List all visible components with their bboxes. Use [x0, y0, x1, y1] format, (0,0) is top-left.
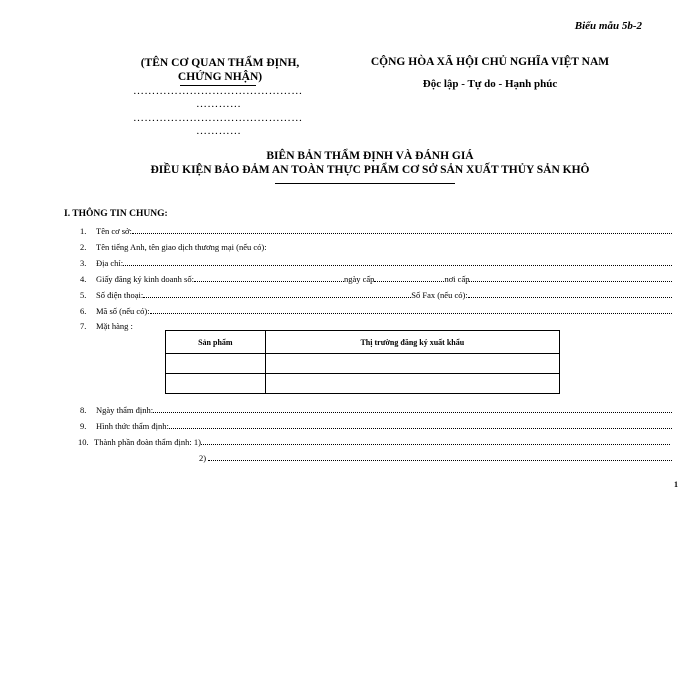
- table-cell[interactable]: [166, 374, 266, 394]
- field-number: 3.: [80, 258, 87, 268]
- field-label: Tên cơ sở:: [96, 226, 132, 236]
- table-cell[interactable]: [166, 354, 266, 374]
- section-heading-general-info: I. THÔNG TIN CHUNG:: [64, 209, 168, 219]
- field-number: 4.: [80, 274, 87, 284]
- field-number: 1.: [80, 226, 87, 236]
- field-address: [80, 256, 672, 268]
- field-inspection-method: [80, 419, 672, 431]
- field-label-issue-date: ngày cấp: [343, 274, 375, 284]
- field-english-name: [80, 240, 672, 252]
- field-label-issue-place: nơi cấp: [444, 274, 470, 284]
- agency-dots-3: ………………………………………: [133, 112, 303, 124]
- field-label: Thành phần đoàn thẩm định: 1): [94, 437, 201, 447]
- field-number: 10.: [78, 437, 89, 447]
- fill-line: [169, 427, 672, 429]
- fill-line: [201, 443, 670, 445]
- field-number: 9.: [80, 421, 87, 431]
- agency-name: (TÊN CƠ QUAN THẨM ĐỊNH, CHỨNG NHẬN): [140, 57, 300, 83]
- fill-line: [123, 264, 672, 266]
- field-phone-fax: [80, 288, 672, 300]
- field-label: Hình thức thẩm định:: [96, 421, 169, 431]
- column-header-export-market: Thị trường đăng ký xuất khẩu: [265, 331, 559, 354]
- fill-line: [153, 411, 672, 413]
- field-number: 8.: [80, 405, 87, 415]
- field-label: 2): [199, 453, 207, 463]
- field-label: Tên tiếng Anh, tên giao dịch thương mại (nếu có):: [96, 242, 267, 252]
- field-business-registration: [80, 272, 672, 284]
- fill-line: [208, 459, 672, 461]
- title-underline: [275, 183, 455, 184]
- table-row: [166, 374, 560, 394]
- field-label: Mặt hàng :: [96, 321, 133, 331]
- agency-dots-2: …………: [196, 98, 242, 110]
- document-title-line-2: ĐIỀU KIỆN BẢO ĐẢM AN TOÀN THỰC PHẨM CƠ SỞ SẢN XUẤT THỦY SẢN KHÔ: [150, 164, 590, 176]
- fill-line: [468, 296, 672, 298]
- field-facility-name: [80, 224, 672, 236]
- field-number: 7.: [80, 321, 87, 331]
- field-label: Ngày thẩm định:: [96, 405, 154, 415]
- table-cell[interactable]: [265, 354, 559, 374]
- field-number: 6.: [80, 306, 87, 316]
- fill-line: [374, 280, 444, 282]
- field-code: [80, 304, 672, 316]
- field-label: Địa chỉ:: [96, 258, 124, 268]
- field-inspection-team-member-2: [199, 451, 672, 463]
- field-label: Số điện thoại:: [96, 290, 144, 300]
- fill-line: [132, 232, 672, 234]
- column-header-product: Sản phẩm: [166, 331, 266, 354]
- page-number: 1: [674, 480, 678, 489]
- fill-line: [150, 312, 672, 314]
- fill-line: [469, 280, 672, 282]
- document-title-line-1: BIÊN BẢN THẨM ĐỊNH VÀ ĐÁNH GIÁ: [266, 150, 474, 162]
- nation-header: CỘNG HÒA XÃ HỘI CHỦ NGHĨA VIỆT NAM: [370, 56, 610, 68]
- goods-table: [165, 330, 560, 394]
- field-number: 5.: [80, 290, 87, 300]
- field-label: Giấy đăng ký kinh doanh số:: [96, 274, 194, 284]
- field-inspection-team: [78, 435, 670, 447]
- fill-line: [194, 280, 344, 282]
- field-label: Mã số (nếu có):: [96, 306, 150, 316]
- fill-line: [143, 296, 411, 298]
- field-inspection-date: [80, 403, 672, 415]
- form-code: Biểu mẫu 5b-2: [574, 20, 642, 32]
- nation-motto: Độc lập - Tự do - Hạnh phúc: [422, 78, 558, 90]
- field-number: 2.: [80, 242, 87, 252]
- table-row: [166, 354, 560, 374]
- agency-dots-1: ………………………………………: [133, 85, 303, 97]
- field-label-fax: Số Fax (nếu có):: [411, 290, 468, 300]
- table-header-row: [166, 331, 560, 354]
- agency-dots-4: …………: [196, 125, 242, 137]
- table-cell[interactable]: [265, 374, 559, 394]
